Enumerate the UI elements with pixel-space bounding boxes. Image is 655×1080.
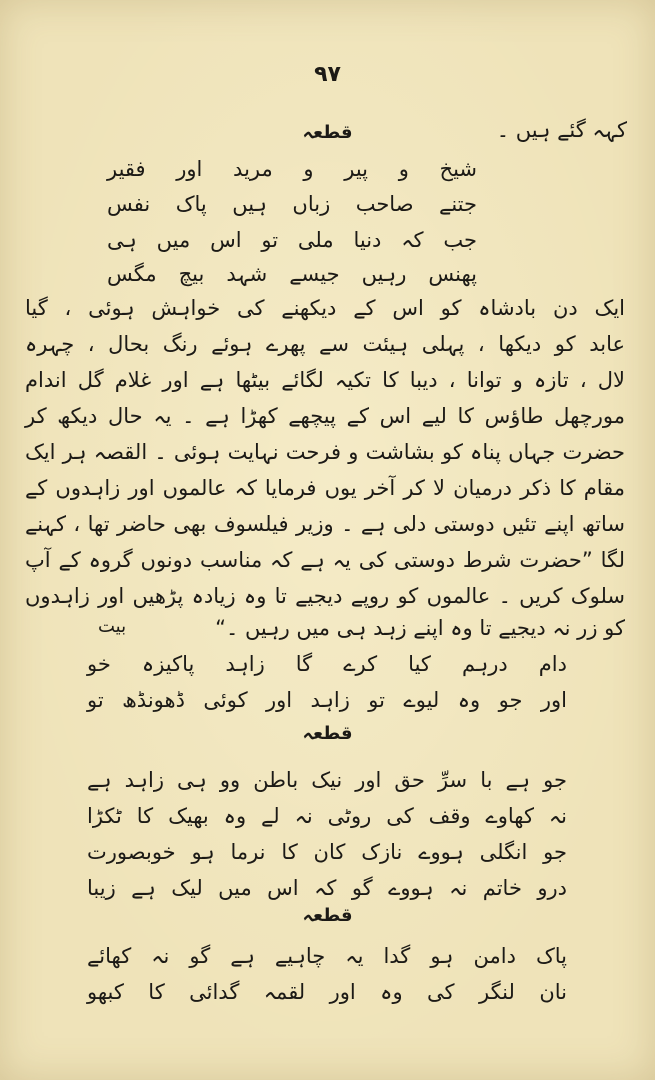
section-heading-1: قطعہ: [302, 122, 353, 143]
prose-line-3: لال ، تازہ و توانا ، دیبا کا تکیہ لگائے بیٹھا ہے اور غلام گل اندام: [25, 368, 625, 392]
opening-line: کہہ گئے ہیں ۔: [496, 118, 627, 142]
verse-4-line-1: پاک دامن ہو گدا یہ چاہیے ہے گو نہ کھائے: [87, 944, 567, 968]
prose-line-6: مقام کا ذکر درمیان لا کر آخر یوں فرمایا کہ عالموں اور زاہدوں کے: [25, 476, 625, 500]
verse-3-line-3: جو انگلی ہووے نازک کان کا نرما ہو خوبصورت: [87, 840, 567, 864]
verse-1-line-1: شیخ و پیر و مرید اور فقیر: [107, 157, 477, 181]
prose-line-10: کو زر نہ دیجیے تا وہ اپنے زہد ہی میں رہیں ۔“: [215, 616, 625, 640]
page-number: ۹۷: [314, 62, 341, 87]
verse-3-line-4: درو خاتم نہ ہووے گو کہ اس میں لیک ہے زیبا: [87, 876, 567, 900]
verse-3-line-1: جو ہے با سرِّ حق اور نیک باطن وو ہی زاہد ہے: [87, 768, 567, 792]
section-heading-2: قطعہ: [302, 723, 353, 744]
prose-line-9: سلوک کریں ۔ عالموں کو روپے دیجیے تا وہ زیادہ پڑھیں اور زاہدوں: [25, 584, 625, 608]
prose-line-7: ساتھ اپنے تئیں دوستی دلی ہے ۔ وزیر فیلسوف بھی حاضر تھا ، کہنے: [25, 512, 625, 536]
verse-3-line-2: نہ کھاوے وقف کی روٹی نہ لے وہ بھیک کا ٹکڑا: [87, 804, 567, 828]
section-heading-3: قطعہ: [302, 905, 353, 926]
verse-2-line-1: دام درہم کیا کرے گا زاہد پاکیزہ خو: [87, 652, 567, 676]
verse-2-line-2: اور جو وہ لیوے تو زاہد اور کوئی ڈھونڈھ تو: [87, 688, 567, 712]
prose-line-2: عابد کو دیکھا ، پہلی ہیئت سے پھرے ہوئے رنگ بحال ، چہرہ: [25, 332, 625, 356]
prose-line-5: حضرت جہاں پناہ کو بشاشت و فرحت نہایت ہوئی ۔ القصہ ہر ایک: [25, 440, 625, 464]
verse-1-line-3: جب کہ دنیا ملی تو اس میں ہی: [107, 228, 477, 252]
verse-1-line-2: جتنے صاحب زباں ہیں پاک نفس: [107, 192, 477, 216]
beit-label: بیت: [98, 616, 127, 637]
verse-1-line-4: پھنس رہیں جیسے شہد بیچ مگس: [107, 262, 477, 286]
prose-line-1: ایک دن بادشاہ کو اس کے دیکھنے کی خواہش ہوئی ، گیا: [25, 296, 625, 320]
prose-line-8: لگا ”حضرت شرط دوستی کی یہ ہے کہ مناسب دونوں گروہ کے آپ: [25, 548, 625, 572]
verse-4-line-2: نان لنگر کی وہ اور لقمہ گدائی کا کبھو: [87, 980, 567, 1004]
prose-line-4: مورچھل طاؤس کا لیے اس کے پیچھے کھڑا ہے ۔ یہ حال دیکھ کر: [25, 404, 625, 428]
